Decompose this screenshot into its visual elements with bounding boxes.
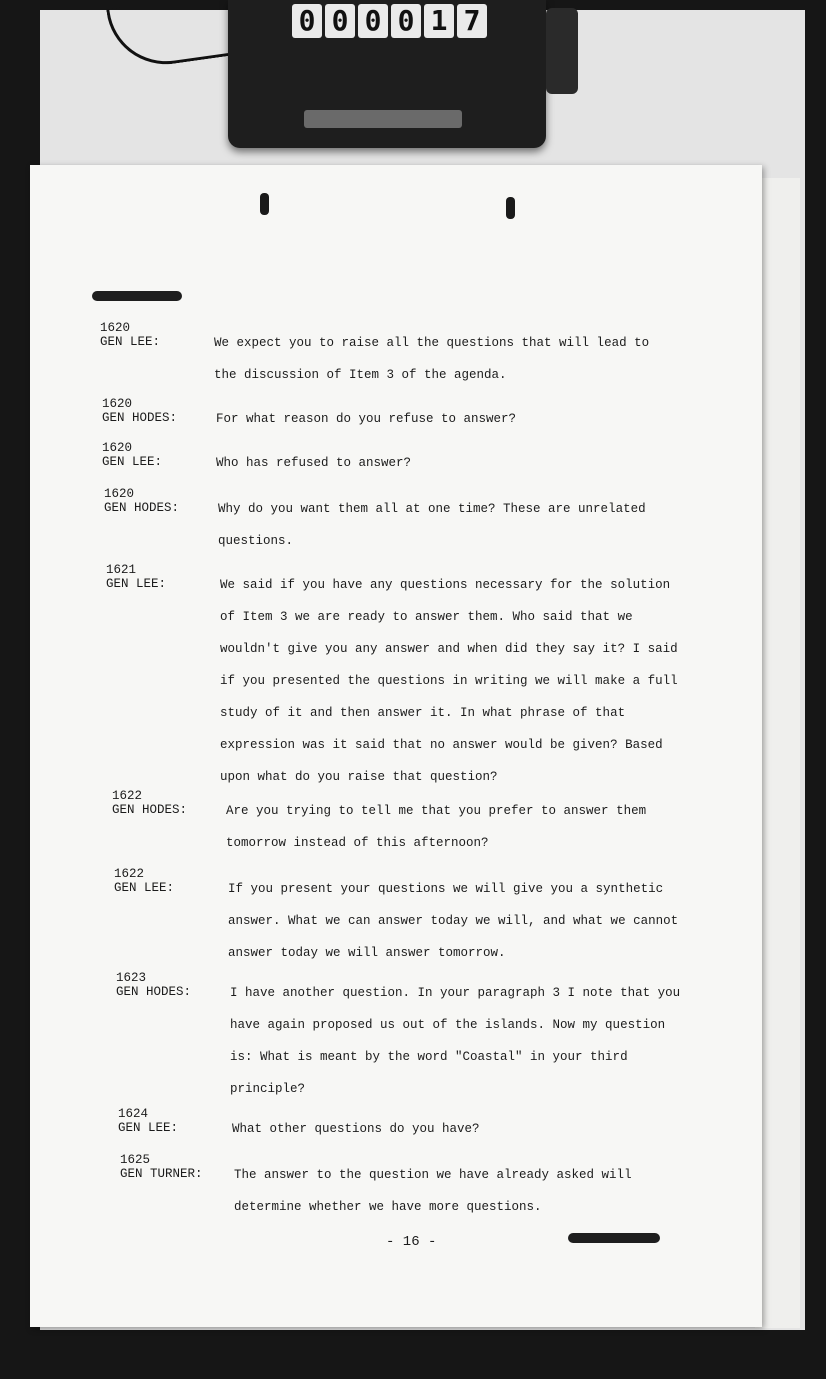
counter-digit: 0 xyxy=(325,4,355,38)
entry-time: 1620 xyxy=(102,397,133,411)
counter-digit: 0 xyxy=(292,4,322,38)
counter-digit: 1 xyxy=(424,4,454,38)
entry-text: What other questions do you have? xyxy=(232,1122,480,1136)
entry-text: The answer to the question we have already asked will determine whether we have more questions. xyxy=(234,1168,632,1214)
entry-time: 1624 xyxy=(118,1107,149,1121)
entry-speaker: GEN LEE: xyxy=(118,1121,179,1135)
entry-time: 1625 xyxy=(120,1153,151,1167)
entry-text: If you present your questions we will give you a synthetic answer. What we can answer today we will, and what we cannot answer today we will answer tomorrow. xyxy=(228,882,679,960)
entry-speaker: GEN LEE: xyxy=(114,881,175,895)
counter-digit: 7 xyxy=(457,4,487,38)
counter-digit: 0 xyxy=(358,4,388,38)
entry-time: 1623 xyxy=(116,971,147,985)
entry-time: 1620 xyxy=(104,487,135,501)
entry-text: We said if you have any questions necessary for the solution of Item 3 we are ready to answer them. Who said that we wouldn't give you any answer and when did they say it? I said if you presented the questions in writing we will make a full study of it and then answer it. In what phrase of that expression was it said that no answer would be given? Based upon what do you raise that question? xyxy=(220,578,678,784)
entry-time: 1620 xyxy=(100,321,131,335)
entry-time: 1622 xyxy=(112,789,143,803)
entry-text: Are you trying to tell me that you prefer to answer them tomorrow instead of this afternoon? xyxy=(226,804,647,850)
entry-text: For what reason do you refuse to answer? xyxy=(216,412,517,426)
redaction-bar-bottom xyxy=(568,1233,660,1243)
entry-speaker: GEN LEE: xyxy=(102,455,163,469)
entry-speaker: GEN HODES: xyxy=(112,803,188,817)
entry-time: 1622 xyxy=(114,867,145,881)
counter-digit: 0 xyxy=(391,4,421,38)
entry-speaker: GEN HODES: xyxy=(116,985,192,999)
redaction-bar-top xyxy=(92,291,182,301)
counter-knob xyxy=(546,8,578,94)
counter-digits xyxy=(292,4,487,42)
entry-text: I have another question. In your paragraph 3 I note that you have again proposed us out of the islands. Now my question is: What is meant by the word "Coastal" in your third principle? xyxy=(230,986,681,1096)
entry-text: Who has refused to answer? xyxy=(216,456,412,470)
entry-speaker: GEN LEE: xyxy=(100,335,161,349)
entry-time: 1620 xyxy=(102,441,133,455)
punch-hole-right xyxy=(506,197,515,219)
punch-hole-left xyxy=(260,193,269,215)
entry-text: We expect you to raise all the questions that will lead to the discussion of Item 3 of the agenda. xyxy=(214,336,650,382)
entry-speaker: GEN LEE: xyxy=(106,577,167,591)
entry-speaker: GEN TURNER: xyxy=(120,1167,203,1181)
counter-slot xyxy=(304,110,462,128)
entry-text: Why do you want them all at one time? These are unrelated questions. xyxy=(218,502,646,548)
entry-time: 1621 xyxy=(106,563,137,577)
entry-speaker: GEN HODES: xyxy=(104,501,180,515)
page-number: - 16 - xyxy=(386,1234,437,1250)
entry-speaker: GEN HODES: xyxy=(102,411,178,425)
document-page xyxy=(30,165,762,1327)
